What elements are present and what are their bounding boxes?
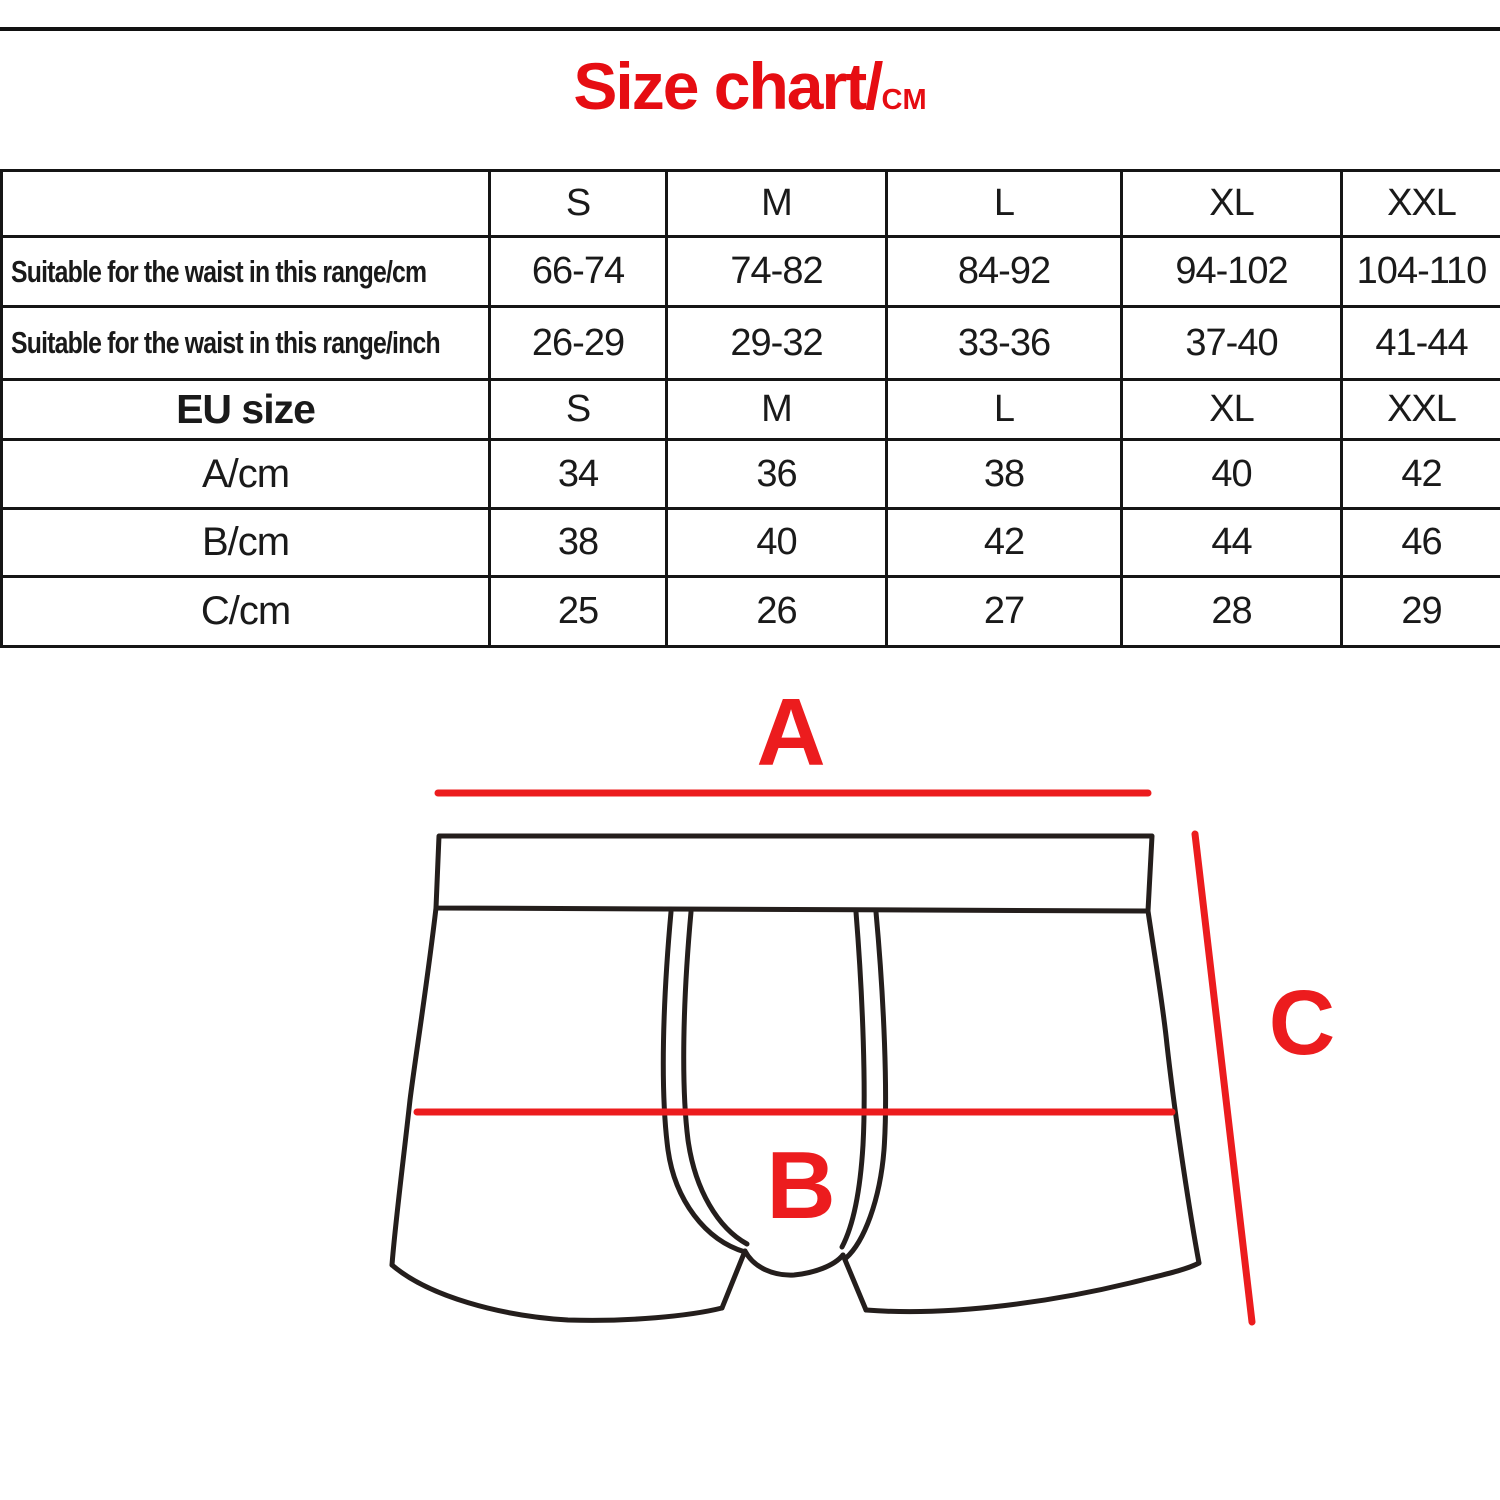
value-cell: 33-36 [887,307,1122,380]
value-cell: 38 [887,440,1122,509]
value-cell: 44 [1122,509,1342,577]
header-cell-xl: XL [1122,171,1342,237]
value-cell: M [667,380,887,440]
header-cell-s: S [490,171,667,237]
row-label-waist-cm: Suitable for the waist in this range/cm [2,237,490,307]
value-cell: 84-92 [887,237,1122,307]
row-label-eu-size: EU size [2,380,490,440]
measure-label-a: A [756,679,826,786]
row-label-c-cm: C/cm [2,577,490,647]
value-cell: 25 [490,577,667,647]
waistband-outline [436,836,1152,911]
measure-label-b: B [766,1132,836,1239]
right-leg-outline [1148,911,1199,1263]
title-unit-text: CM [881,84,927,116]
right-hem-outline [866,1263,1199,1312]
value-cell: 104-110 [1342,237,1500,307]
value-cell: 34 [490,440,667,509]
left-crotch-notch [722,1251,745,1308]
title-text: Size chart/ [573,49,882,123]
pouch-right-inner-seam [842,912,864,1247]
value-cell: 38 [490,509,667,577]
value-cell: 36 [667,440,887,509]
value-cell: 94-102 [1122,237,1342,307]
row-label-waist-inch: Suitable for the waist in this range/inch [2,307,490,380]
value-cell: 37-40 [1122,307,1342,380]
header-cell-l: L [887,171,1122,237]
value-cell: 26 [667,577,887,647]
pouch-left-outer-seam [663,912,745,1252]
value-cell: L [887,380,1122,440]
right-crotch-notch [843,1255,866,1310]
value-cell: 42 [1342,440,1500,509]
value-cell: 29 [1342,577,1500,647]
header-cell-xxl: XXL [1342,171,1500,237]
value-cell: S [490,380,667,440]
left-hem-outline [392,1265,722,1320]
row-label-a-cm: A/cm [2,440,490,509]
pouch-bottom-curve [745,1251,843,1275]
value-cell: 40 [1122,440,1342,509]
measure-line-c [1195,834,1252,1322]
value-cell: 27 [887,577,1122,647]
header-cell-m: M [667,171,887,237]
value-cell: 29-32 [667,307,887,380]
row-label-b-cm: B/cm [2,509,490,577]
value-cell: 66-74 [490,237,667,307]
left-leg-outline [392,908,436,1265]
value-cell: 28 [1122,577,1342,647]
value-cell: 46 [1342,509,1500,577]
measure-label-c: C [1268,972,1336,1074]
value-cell: 40 [667,509,887,577]
value-cell: 26-29 [490,307,667,380]
value-cell: 41-44 [1342,307,1500,380]
value-cell: 74-82 [667,237,887,307]
value-cell: 42 [887,509,1122,577]
value-cell: XL [1122,380,1342,440]
value-cell: XXL [1342,380,1500,440]
pouch-left-inner-seam [684,912,747,1244]
